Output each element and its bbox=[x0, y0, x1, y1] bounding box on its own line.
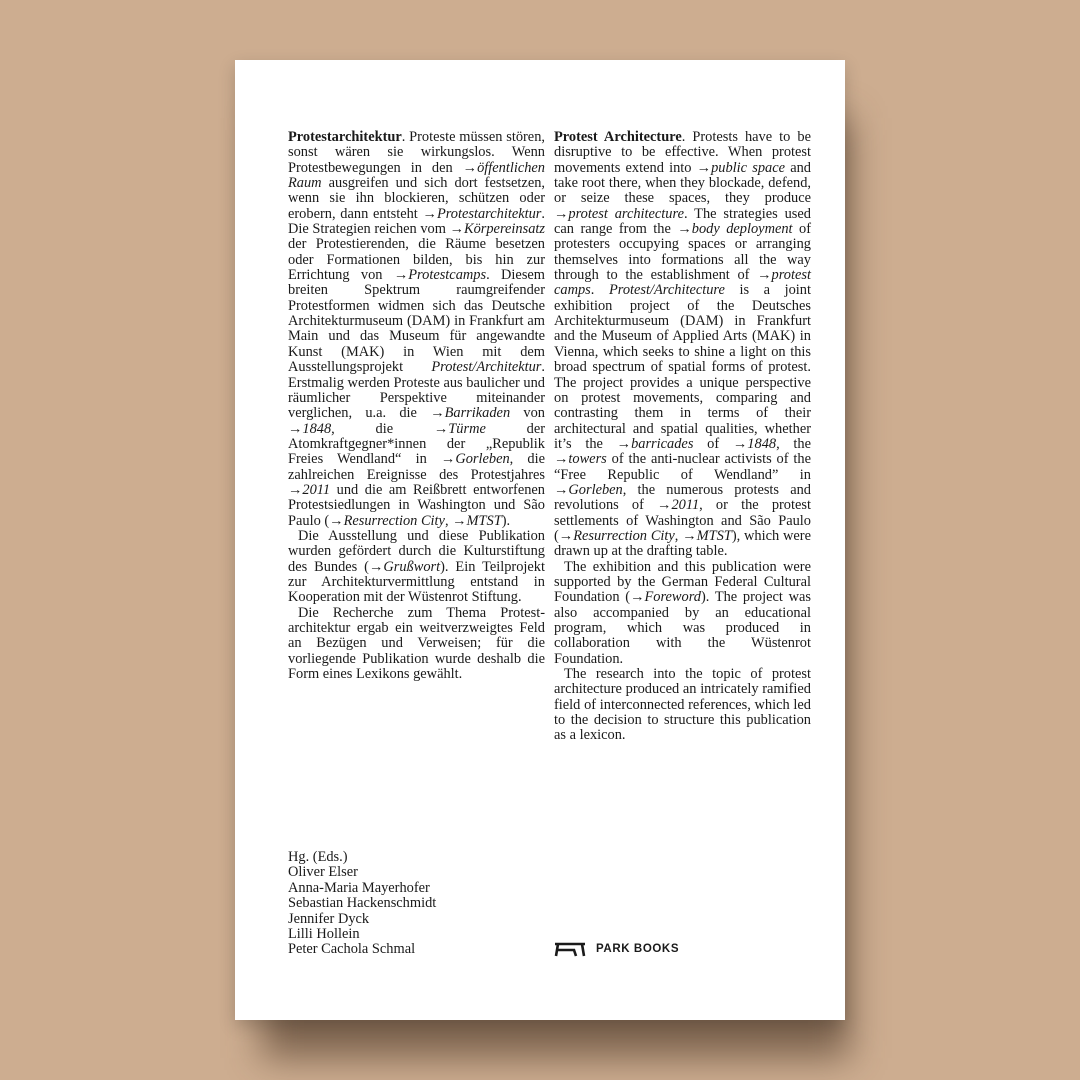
body-text: The research into the topic of protest architecture produced an intricately ramified field of interconnected references, which led to the decision to structure this publication as a lexicon. bbox=[554, 666, 811, 744]
cross-reference: protest camps bbox=[554, 267, 811, 299]
body-text: . Proteste müssen stören, sonst wären sie wirkungslos. Wenn Protestbewegungen in den → bbox=[288, 129, 545, 176]
cross-reference: MTST bbox=[696, 527, 732, 544]
german-paragraph-3 bbox=[288, 606, 545, 683]
cross-reference: öffentlichen Raum bbox=[288, 159, 545, 192]
cross-reference: body deployment bbox=[691, 221, 793, 238]
editor-name: Jennifer Dyck bbox=[288, 910, 370, 927]
body-text: der Protestierenden, die Räume besetzen oder Formationen bilden, bis hin zur Errichtung von → bbox=[288, 236, 545, 284]
body-text: , → bbox=[444, 512, 467, 529]
editor-name: Lilli Hollein bbox=[288, 926, 360, 943]
body-text: of → bbox=[693, 435, 748, 452]
editor-name: Peter Cachola Schmal bbox=[288, 941, 416, 958]
english-paragraph-3 bbox=[554, 667, 811, 744]
cross-reference: Resurrection City bbox=[573, 527, 675, 544]
body-text: ausgreifen und sich dort festsetzen, wenn sie ihn blockieren, schützen oder erobern, dann entsteht → bbox=[288, 175, 545, 222]
editors-list bbox=[288, 850, 436, 958]
entry-title: Protest Architecture bbox=[554, 129, 682, 145]
body-text: ). Ein Teilprojekt zur Architekturvermittlung entstand in Kooperation mit der Wüstenrot Stiftung. bbox=[288, 558, 545, 606]
editor-name: Sebastian Hackenschmidt bbox=[288, 895, 437, 912]
body-text: of protesters occupying spaces or arranging themselves into formations all the way through to the establishment of → bbox=[554, 221, 812, 284]
cross-reference: 2011 bbox=[671, 497, 700, 514]
english-paragraph-2 bbox=[554, 560, 811, 667]
body-text: , → bbox=[674, 527, 697, 544]
park-bench-icon bbox=[554, 941, 586, 957]
cross-reference: Protest/Architecture bbox=[608, 282, 725, 299]
body-text: Die Recherche zum Thema Protestarchitektur ergab ein weitverzweigtes Feld an Bezügen und Verweisen; für die vorliegende Publikation wurde deshalb die Form eines Lexikons gewählt. bbox=[288, 604, 545, 683]
german-paragraph-2 bbox=[288, 529, 545, 606]
cross-reference: Barrikaden bbox=[444, 405, 511, 422]
body-text: Die Ausstellung und diese Publikation wurden gefördert durch die Kulturstiftung des Bundes (→ bbox=[288, 527, 545, 575]
publisher-name: PARK BOOKS bbox=[596, 943, 680, 955]
cross-reference: Gorleben bbox=[568, 481, 623, 498]
cross-reference: Grußwort bbox=[383, 558, 441, 575]
cross-reference: Gorleben bbox=[455, 451, 510, 468]
body-text: ). bbox=[501, 512, 511, 529]
body-text: ), which were drawn up at the drafting table. bbox=[554, 527, 811, 560]
body-text: . bbox=[590, 282, 609, 299]
german-paragraph-1 bbox=[288, 130, 545, 529]
editors-heading: Hg. (Eds.) bbox=[288, 849, 348, 865]
body-text: of the anti-nuclear activists of the “Free Republic of Wendland” in → bbox=[554, 451, 811, 498]
cross-reference: MTST bbox=[466, 512, 502, 529]
cross-reference: Resurrection City bbox=[343, 512, 445, 529]
body-text: ). The project was also accompanied by an educational program, which was produced in collaboration with the Wüstenrot Foundation. bbox=[554, 589, 811, 667]
body-text: is a joint exhibition project of the Deutsches Architekturmuseum (DAM) in Frankfurt and the Museum of Applied Arts (MAK) in Vienna, which seeks to shine a light on this broad spectrum of spatial forms of protest. The project provides a unique perspective on protest movements, comparing and contrasting them in terms of their architectural and spatial qualities, whether it’s the → bbox=[554, 282, 811, 452]
body-text: , the numerous protests and revolutions of → bbox=[554, 481, 811, 514]
cross-reference: Protest/Architektur bbox=[431, 359, 542, 376]
cross-reference: 2011 bbox=[302, 481, 331, 498]
cross-reference: Türme bbox=[448, 420, 486, 437]
body-text: . Die Strategien reichen vom → bbox=[288, 205, 545, 238]
body-text: The exhibition and this publication were supported by the German Federal Cultural Foundation (→ bbox=[554, 558, 811, 606]
editor-name: Oliver Elser bbox=[288, 864, 358, 881]
cross-reference: 1848 bbox=[302, 420, 332, 437]
body-text: und die am Reißbrett entworfenen Protestsiedlungen in Washington und São Paulo (→ bbox=[288, 481, 545, 529]
cross-reference: 1848 bbox=[747, 435, 777, 452]
cross-reference: barricades bbox=[631, 435, 694, 452]
cross-reference: Körpereinsatz bbox=[463, 221, 545, 238]
entry-title: Protestarchitektur bbox=[288, 129, 402, 145]
cross-reference: public space bbox=[711, 159, 786, 176]
body-text: , the → bbox=[554, 435, 812, 468]
cross-reference: Foreword bbox=[644, 589, 701, 606]
book-back-cover bbox=[235, 60, 845, 1020]
body-text: . Erstmalig werden Proteste aus baulicher und räumlicher Perspektive miteinander verglichen, u.a. die → bbox=[288, 359, 545, 422]
cross-reference: towers bbox=[568, 451, 607, 468]
cross-reference: Protestcamps bbox=[408, 267, 487, 284]
editor-name: Anna-Maria Mayerhofer bbox=[288, 879, 430, 896]
body-text: . Protests have to be disruptive to be effective. When protest movements extend into → bbox=[554, 129, 811, 176]
german-text-column bbox=[288, 130, 545, 682]
publisher-logo bbox=[554, 940, 679, 958]
body-text: . Diesem breiten Spektrum raumgreifender Protestformen widmen sich das Deutsche Architekturmuseum (DAM) in Frankfurt am Main und das Museum für angewandte Kunst (MAK) in Wien mit dem Ausstellungsprojekt bbox=[288, 267, 546, 376]
body-text: and take root there, when they blockade, defend, or seize these spaces, they produce → bbox=[554, 159, 811, 222]
english-text-column bbox=[554, 130, 811, 744]
body-text: , or the protest settlements of Washington and São Paulo (→ bbox=[554, 497, 811, 544]
cross-reference: protest architecture bbox=[568, 205, 684, 222]
body-text: , die zahlreichen Ereignisse des Protestjahres → bbox=[288, 451, 545, 498]
cross-reference: Protestarchitektur bbox=[436, 205, 542, 222]
english-paragraph-1 bbox=[554, 130, 811, 560]
body-text: , die → bbox=[331, 420, 449, 437]
body-text: . The strategies used can range from the → bbox=[554, 205, 811, 238]
body-text: der Atomkraftgegner*innen der „Republik Freies Wendland“ in → bbox=[288, 420, 545, 468]
body-text: von → bbox=[288, 405, 545, 437]
